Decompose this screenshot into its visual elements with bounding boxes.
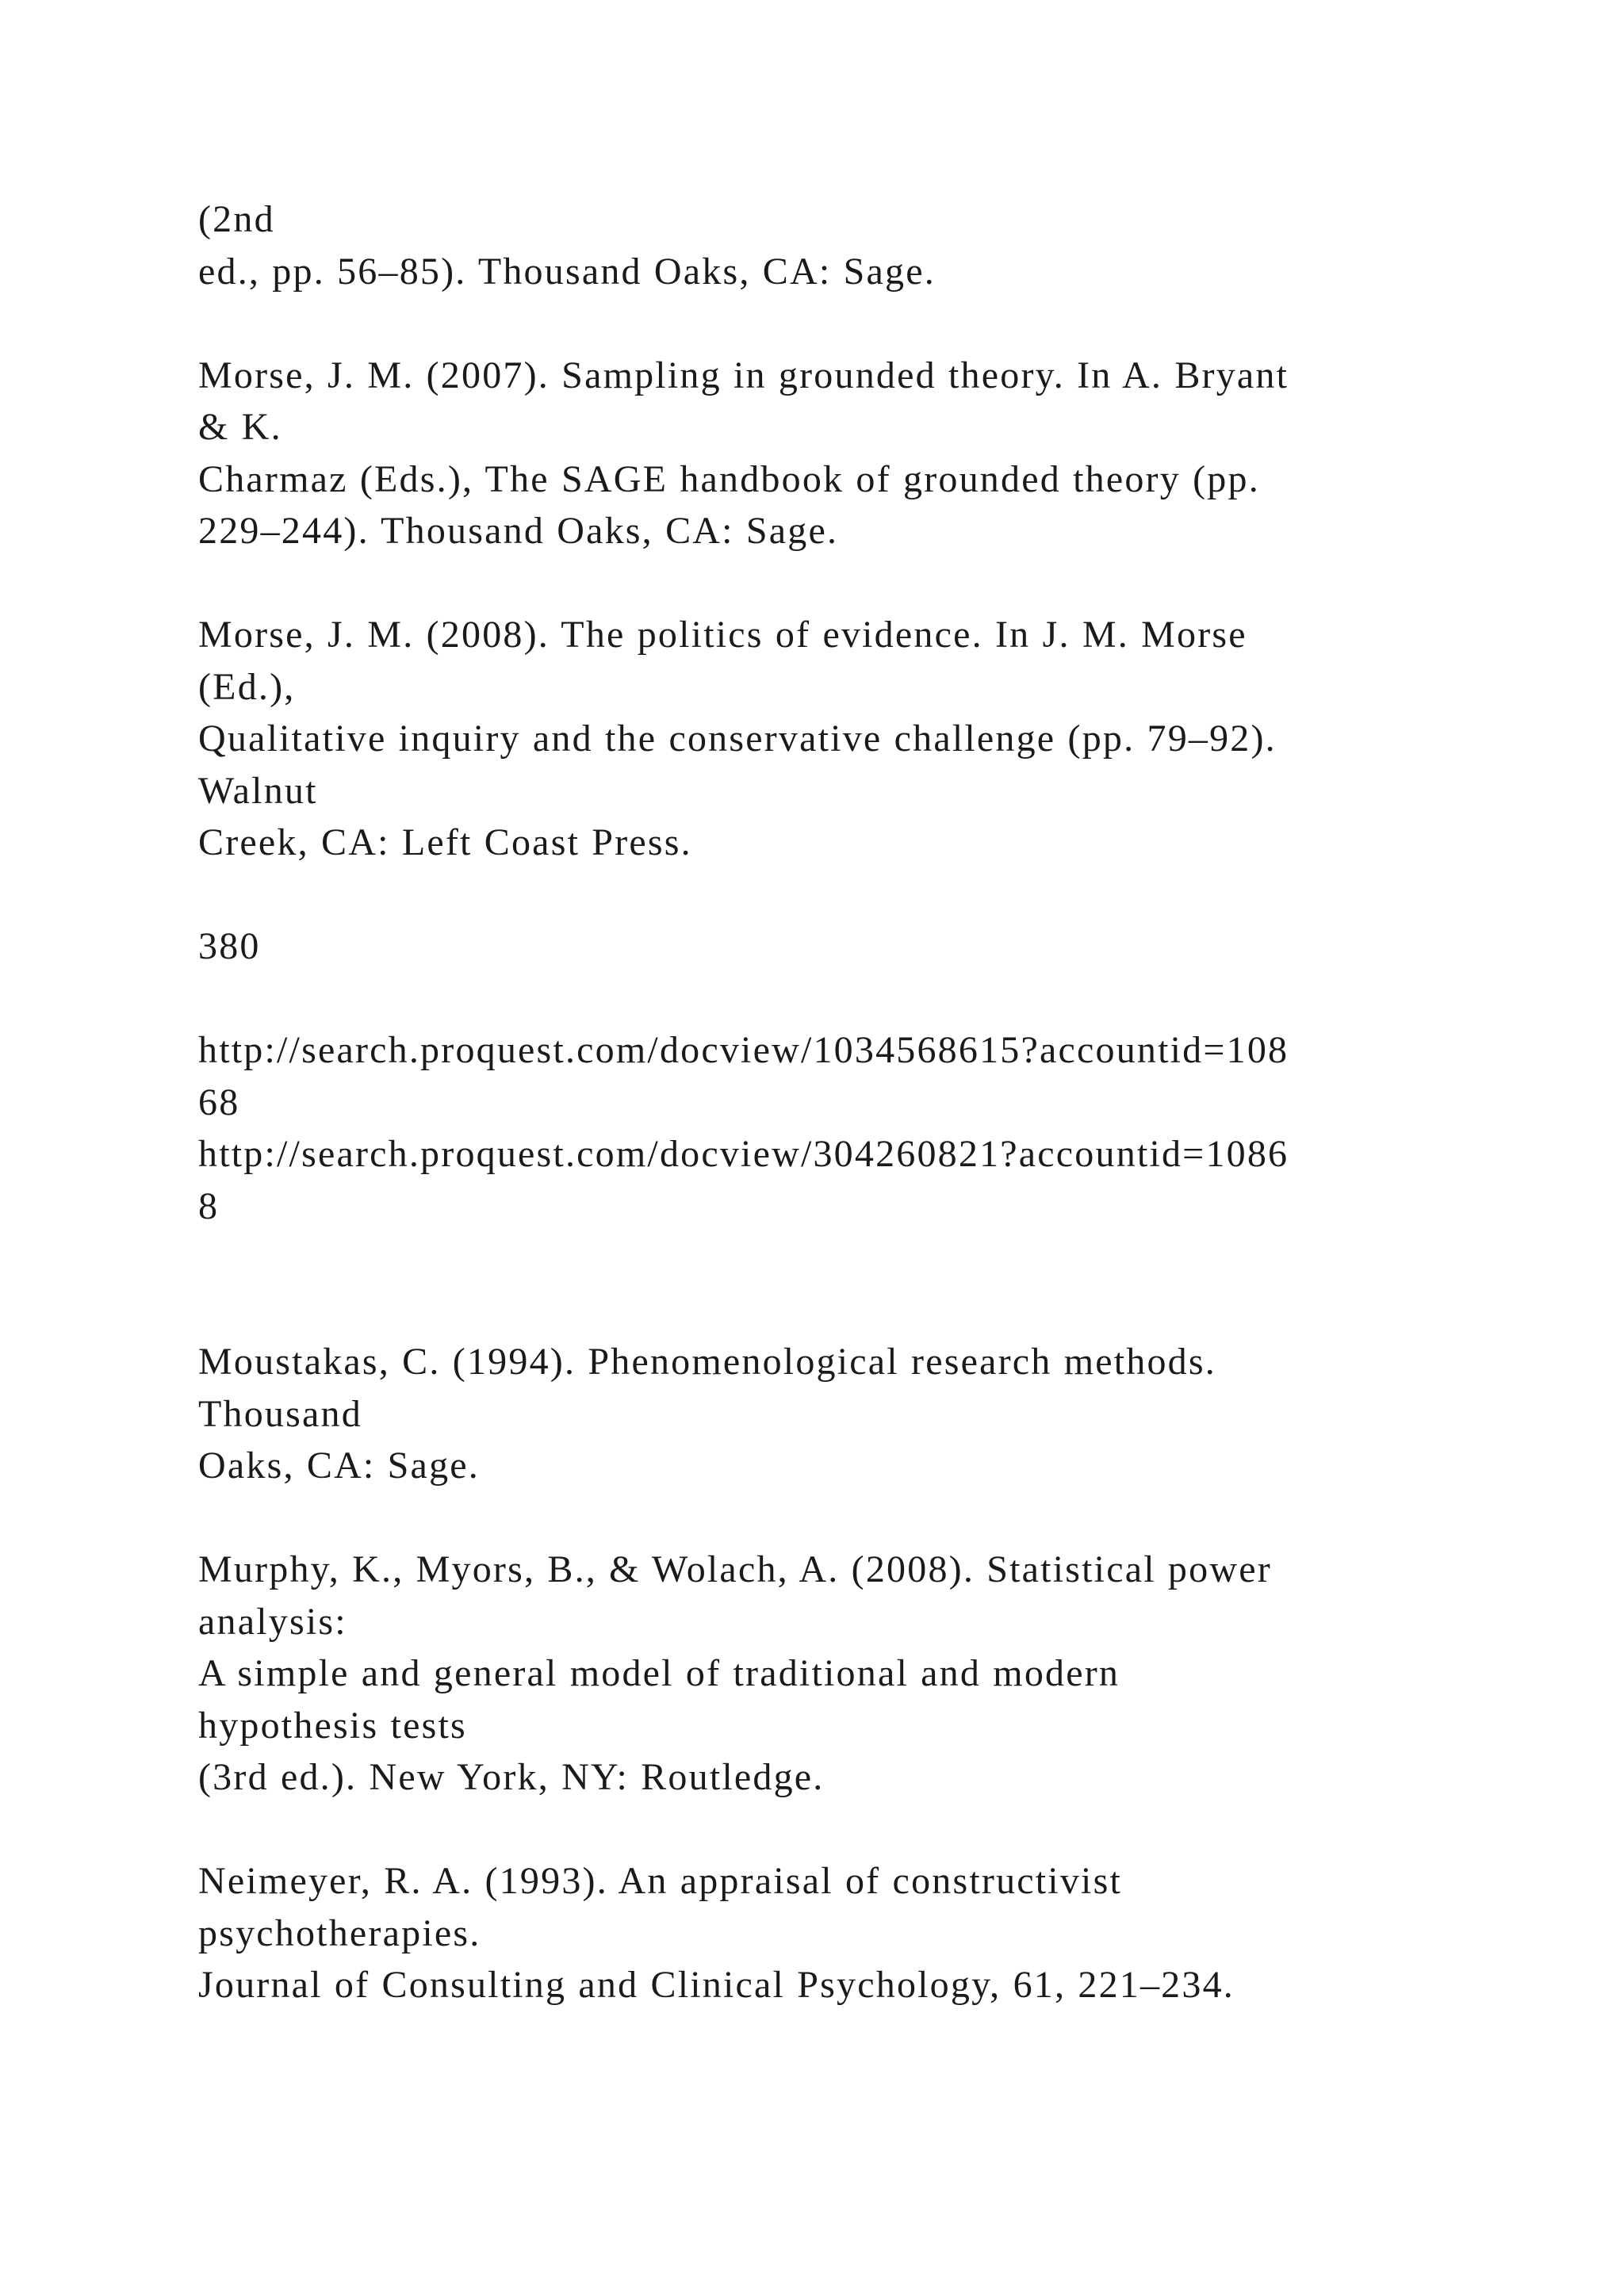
text-line: & K. xyxy=(198,406,282,448)
blank-line xyxy=(198,297,1546,350)
blank-line xyxy=(198,1804,1546,1856)
text-line: ed., pp. 56–85). Thousand Oaks, CA: Sage. xyxy=(198,250,936,293)
url-line: 8 xyxy=(198,1184,220,1227)
blank-line xyxy=(198,869,1546,921)
blank-line xyxy=(198,557,1546,610)
text-line: Neimeyer, R. A. (1993). An appraisal of constructivist xyxy=(198,1860,1122,1902)
blank-line xyxy=(198,1492,1546,1544)
text-line: Charmaz (Eds.), The SAGE handbook of grounded theory (pp. xyxy=(198,457,1260,500)
url-line: 68 xyxy=(198,1081,240,1123)
text-line: Morse, J. M. (2007). Sampling in grounded theory. In A. Bryant xyxy=(198,354,1289,396)
blank-line xyxy=(198,1232,1546,1284)
text-line: Thousand xyxy=(198,1392,362,1435)
text-line: Oaks, CA: Sage. xyxy=(198,1445,480,1487)
text-line: A simple and general model of traditional and modern xyxy=(198,1652,1120,1694)
text-line: hypothesis tests xyxy=(198,1704,467,1747)
text-line: psychotherapies. xyxy=(198,1911,481,1954)
page-number: 380 xyxy=(198,925,261,967)
text-line: (Ed.), xyxy=(198,665,296,708)
text-line: analysis: xyxy=(198,1600,347,1643)
document-page xyxy=(198,193,1546,2011)
url-line: http://search.proquest.com/docview/304260821?accountid=1086 xyxy=(198,1133,1289,1175)
text-line: (2nd xyxy=(198,198,275,240)
text-line: Creek, CA: Left Coast Press. xyxy=(198,821,692,863)
url-line: http://search.proquest.com/docview/1034568615?accountid=108 xyxy=(198,1029,1289,1071)
text-line: Murphy, K., Myors, B., & Wolach, A. (2008). Statistical power xyxy=(198,1548,1272,1590)
text-line: Moustakas, C. (1994). Phenomenological research methods. xyxy=(198,1341,1216,1383)
text-line: Qualitative inquiry and the conservative challenge (pp. 79–92). xyxy=(198,718,1277,760)
text-line: 229–244). Thousand Oaks, CA: Sage. xyxy=(198,510,839,552)
blank-line xyxy=(198,1284,1546,1337)
text-line: (3rd ed.). New York, NY: Routledge. xyxy=(198,1756,825,1798)
blank-line xyxy=(198,973,1546,1025)
text-line: Journal of Consulting and Clinical Psychology, 61, 221–234. xyxy=(198,1964,1235,2006)
text-line: Walnut xyxy=(198,769,318,812)
text-line: Morse, J. M. (2008). The politics of evidence. In J. M. Morse xyxy=(198,614,1247,656)
